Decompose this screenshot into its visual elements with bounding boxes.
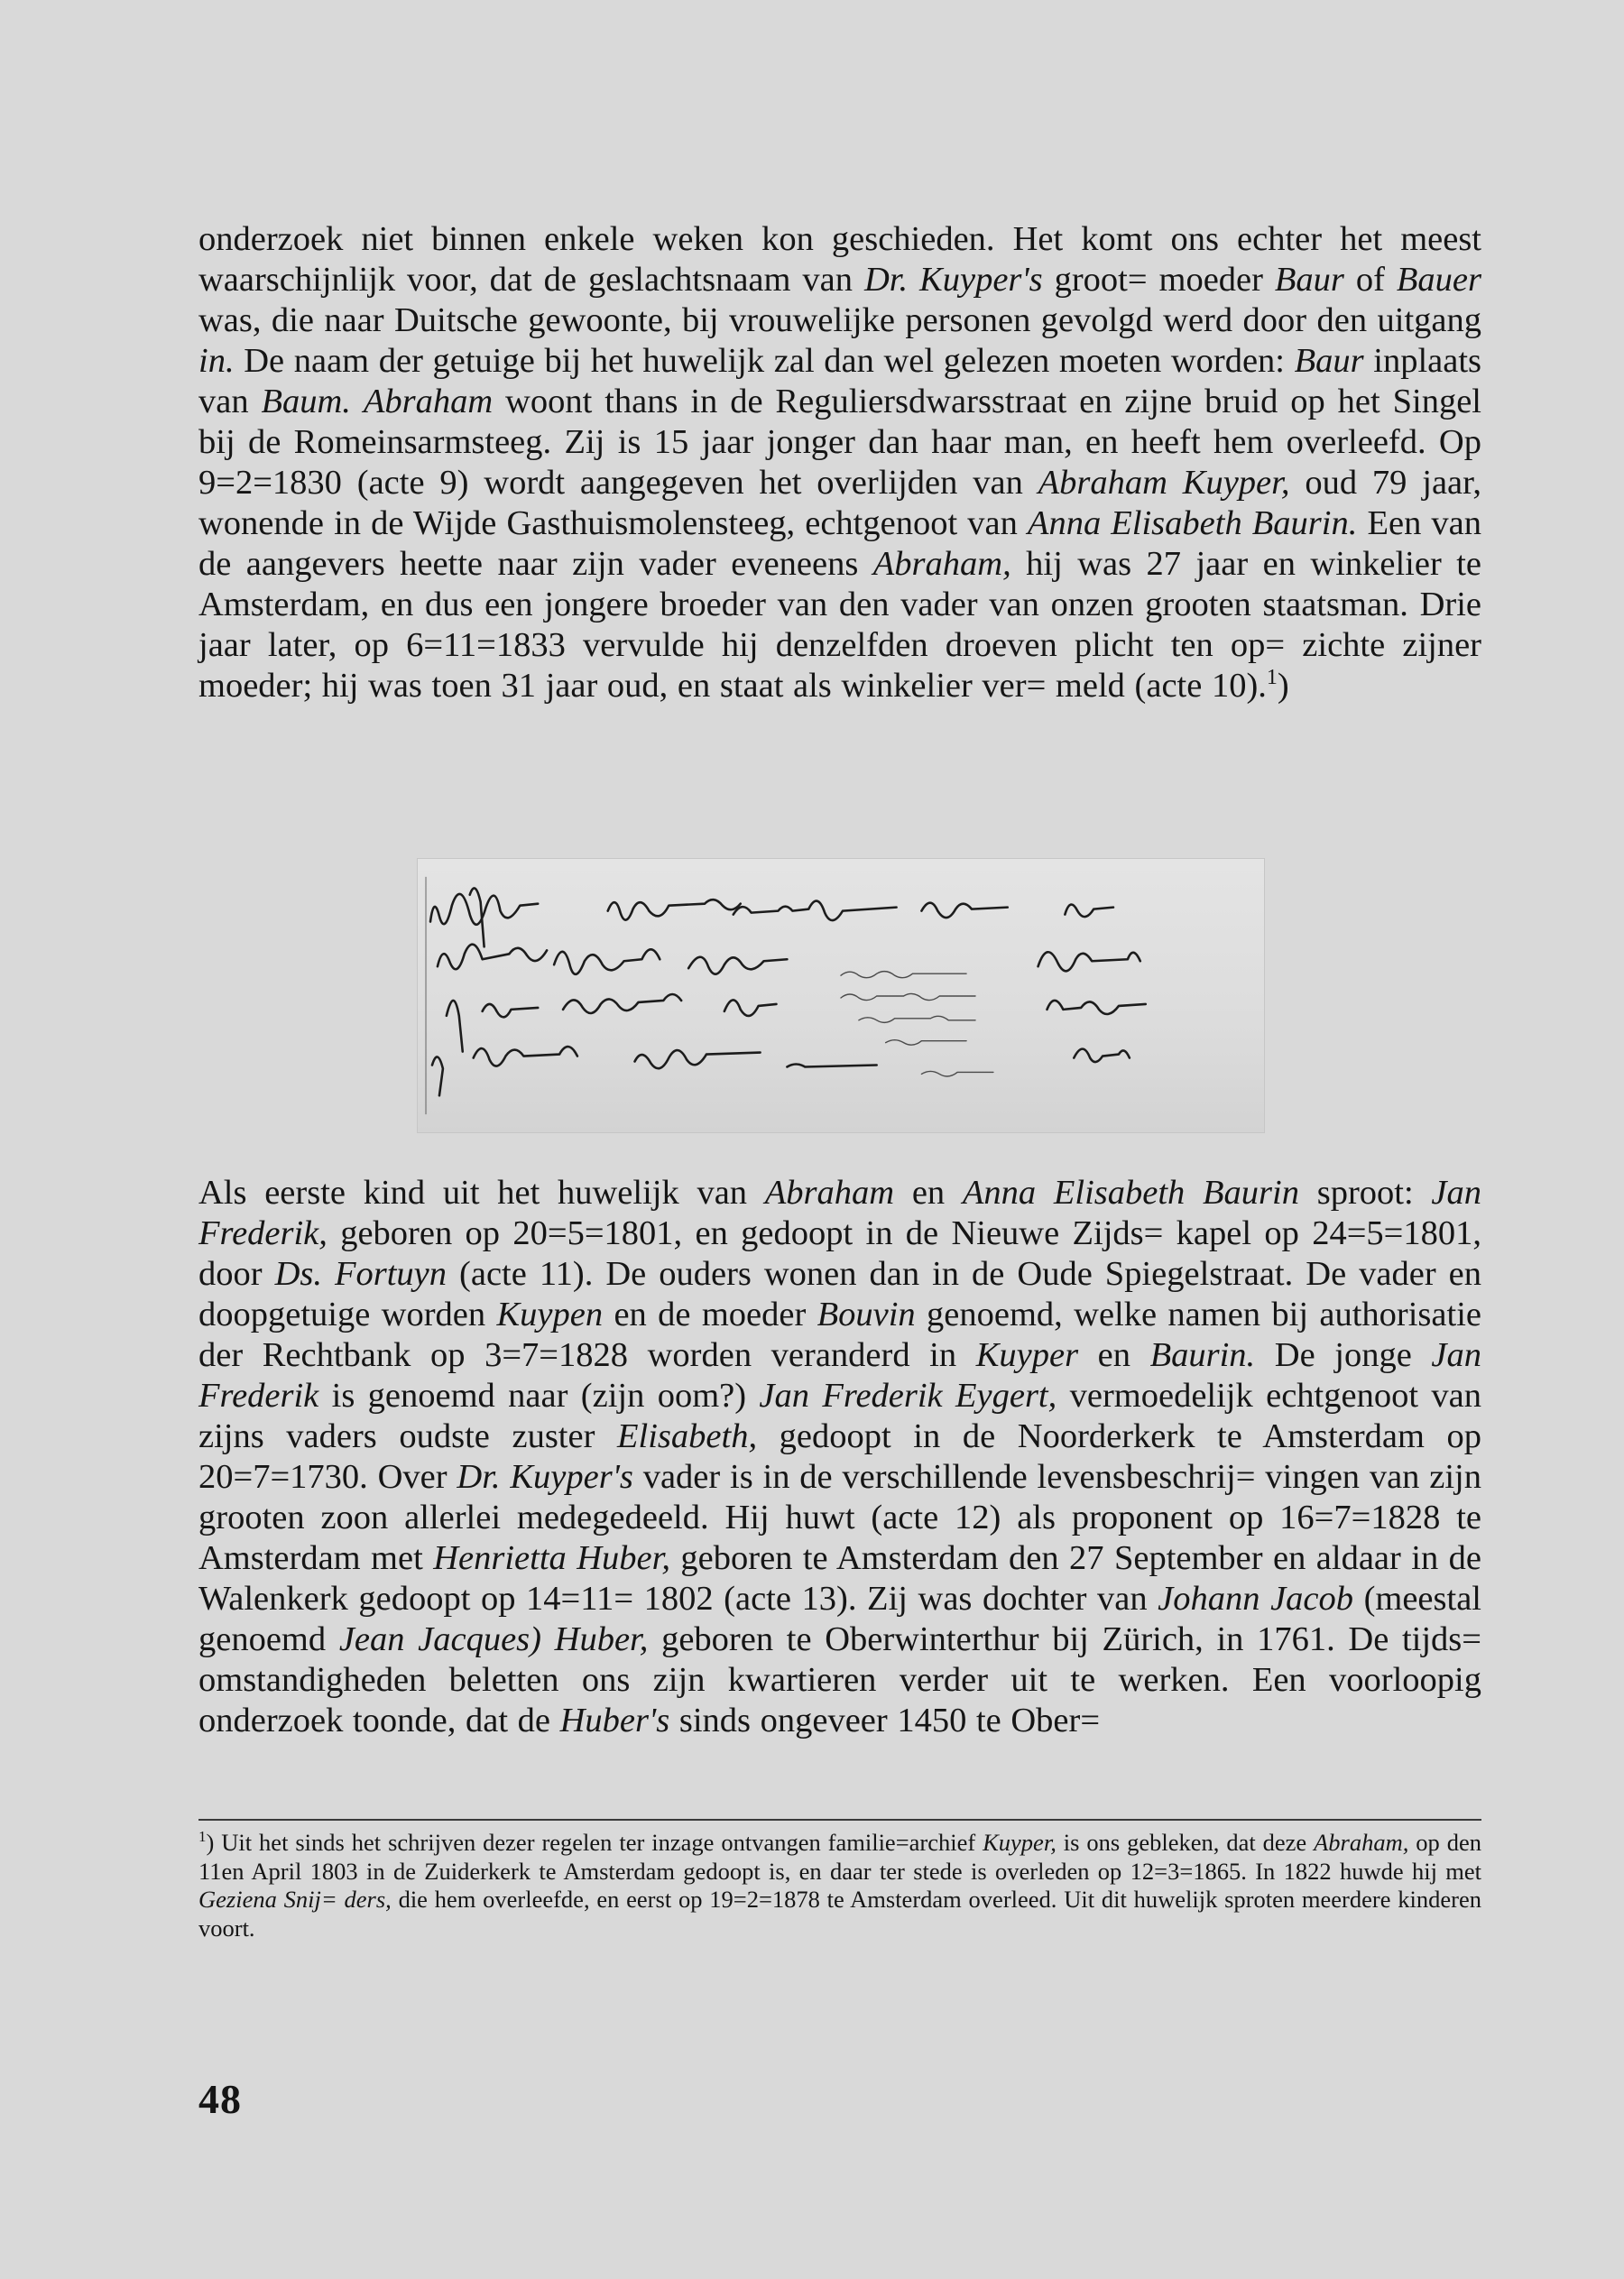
italic-run: Baur bbox=[1274, 261, 1344, 299]
italic-run: Elisabeth, bbox=[617, 1417, 758, 1455]
italic-run: Johann Jacob bbox=[1158, 1580, 1353, 1618]
italic-run: Dr. Kuyper's bbox=[863, 261, 1043, 299]
text-run: oud 79 jaar, wonende in de Wijde Gasthuismolensteeg, echtgenoot van bbox=[198, 464, 1482, 542]
text-run: Een van de aangevers heette naar zijn vader eveneens bbox=[198, 504, 1481, 583]
text-run: geboren te Amsterdam den 27 September en aldaar in de Walenkerk gedoopt op 14=11= 1802 (acte 13). Zij was dochter van bbox=[198, 1539, 1481, 1618]
italic-run: Kuyper bbox=[975, 1336, 1079, 1374]
italic-run: Anna Elisabeth Baurin. bbox=[1027, 504, 1358, 542]
italic-run: Dr. Kuyper's bbox=[457, 1458, 633, 1496]
text-run: De jonge bbox=[1255, 1336, 1432, 1374]
text-run: (acte 11). De ouders wonen dan in de Oude Spiegelstraat. De vader en doopgetuige worden bbox=[198, 1255, 1481, 1333]
italic-run: Baum. bbox=[261, 383, 351, 420]
text-run: vermoedelijk echtgenoot van zijns vaders oudste zuster bbox=[198, 1377, 1481, 1455]
text-run: sinds ongeveer 1450 te Ober= bbox=[669, 1702, 1101, 1739]
italic-run: Abraham, bbox=[1314, 1829, 1409, 1856]
text-run: woont thans in de Reguliersdwarsstraat en zijne bruid op het Singel bij de Romeinsarmsteeg. Zij is 15 jaar jonger dan haar man, en heeft hem overleefd. Op 9=2=1830 (acte 9) wordt aangegeven het overlijden van bbox=[198, 383, 1482, 502]
text-run: groot= moeder bbox=[1042, 261, 1275, 299]
italic-run: Geziena Snij= ders, bbox=[198, 1886, 392, 1913]
footnote-separator bbox=[198, 1819, 1481, 1821]
italic-run: in. bbox=[198, 342, 235, 380]
italic-run: Jan Frederik bbox=[198, 1336, 1481, 1415]
footnote-marker: 1 bbox=[1266, 666, 1278, 690]
text-run: vader is in de verschillende levensbeschrij= vingen van zijn grooten zoon allerlei medegedeeld. Hij huwt (acte 12) als proponent op 16=7=1828 te Amsterdam met bbox=[198, 1458, 1481, 1577]
italic-run: Kuypen bbox=[496, 1296, 604, 1333]
italic-run: Abraham, bbox=[872, 545, 1011, 583]
body-paragraph-1 bbox=[198, 219, 1481, 706]
italic-run: Bauer bbox=[1396, 261, 1481, 299]
text-run: of bbox=[1343, 261, 1397, 299]
footnote-1 bbox=[198, 1829, 1481, 1942]
text-run: op den 11en April 1803 in de Zuiderkerk te Amsterdam gedoopt is, en daar ter stede is overleden op 12=3=1865. In 1822 huwde hij met bbox=[198, 1829, 1482, 1885]
text-run: geboren te Oberwinterthur bij Zürich, in 1761. De tijds= omstandigheden beletten ons zijn kwartieren verder uit te werken. Een voorloopig onderzoek toonde, dat de bbox=[198, 1620, 1482, 1739]
italic-run: Jan Frederik, bbox=[198, 1174, 1481, 1252]
text-run: De naam der getuige bij het huwelijk zal dan wel gelezen moeten worden: bbox=[234, 342, 1295, 380]
page-number: 48 bbox=[198, 2076, 242, 2122]
text-run: ) Uit het sinds het schrijven dezer regelen ter inzage ontvangen familie=archief bbox=[206, 1829, 983, 1856]
text-run: genoemd, welke namen bij authorisatie der Rechtbank op 3=7=1828 worden veranderd in bbox=[198, 1296, 1481, 1374]
text-run: Als eerste kind uit het huwelijk van bbox=[198, 1174, 765, 1212]
text-run: was, die naar Duitsche gewoonte, bij vrouwelijke personen gevolgd werd door den uitgang bbox=[198, 301, 1481, 339]
italic-run: Baur bbox=[1294, 342, 1364, 380]
text-run: die hem overleefde, en eerst op 19=2=1878 te Amsterdam overleed. Uit dit huwelijk sproten meerdere kinderen voort. bbox=[198, 1886, 1481, 1942]
text-run: sproot: bbox=[1298, 1174, 1432, 1212]
text-run: en bbox=[894, 1174, 963, 1212]
text-run: gedoopt in de Noorderkerk te Amsterdam op 20=7=1730. Over bbox=[198, 1417, 1482, 1496]
text-run: geboren op 20=5=1801, en gedoopt in de Nieuwe Zijds= kapel op 24=5=1801, door bbox=[198, 1214, 1481, 1293]
handwritten-register-image bbox=[417, 858, 1265, 1133]
text-run: ) bbox=[1277, 667, 1289, 705]
italic-run: Abraham bbox=[764, 1174, 895, 1212]
text-run: onderzoek niet binnen enkele weken kon geschieden. Het komt ons echter het meest waarschijnlijk voor, dat de geslachtsnaam van bbox=[198, 220, 1481, 299]
text-run: is ons gebleken, dat deze bbox=[1056, 1829, 1315, 1856]
footnote-marker: 1 bbox=[198, 1828, 207, 1846]
italic-run: Abraham bbox=[363, 383, 494, 420]
text-run: en de moeder bbox=[603, 1296, 817, 1333]
italic-run: Bouvin bbox=[817, 1296, 916, 1333]
italic-run: Huber's bbox=[559, 1702, 670, 1739]
text-run: inplaats van bbox=[198, 342, 1482, 420]
italic-run: Abraham Kuyper, bbox=[1038, 464, 1290, 502]
italic-run: Jean Jacques) Huber, bbox=[338, 1620, 649, 1658]
italic-run: Kuyper, bbox=[983, 1829, 1057, 1856]
italic-run: Jan Frederik Eygert, bbox=[759, 1377, 1057, 1415]
handwriting-scan-icon bbox=[418, 859, 1264, 1132]
text-run: hij was 27 jaar en winkelier te Amsterdam, en dus een jongere broeder van den vader van onzen grooten staatsman. Drie jaar later, op 6=11=1833 vervulde hij denzelfden droeven plicht ten op= zichte zijner moeder; hij was toen 31 jaar oud, en staat als winkelier ver= meld (acte 10). bbox=[198, 545, 1481, 705]
italic-run: Henrietta Huber, bbox=[433, 1539, 670, 1577]
body-paragraph-2 bbox=[198, 1173, 1481, 1741]
text-run: (meestal genoemd bbox=[198, 1580, 1481, 1658]
italic-run: Ds. Fortuyn bbox=[274, 1255, 448, 1293]
italic-run: Baurin. bbox=[1149, 1336, 1256, 1374]
text-run: is genoemd naar (zijn oom?) bbox=[318, 1377, 760, 1415]
italic-run: Anna Elisabeth Baurin bbox=[962, 1174, 1299, 1212]
text-run: en bbox=[1078, 1336, 1150, 1374]
text-run bbox=[351, 383, 364, 420]
